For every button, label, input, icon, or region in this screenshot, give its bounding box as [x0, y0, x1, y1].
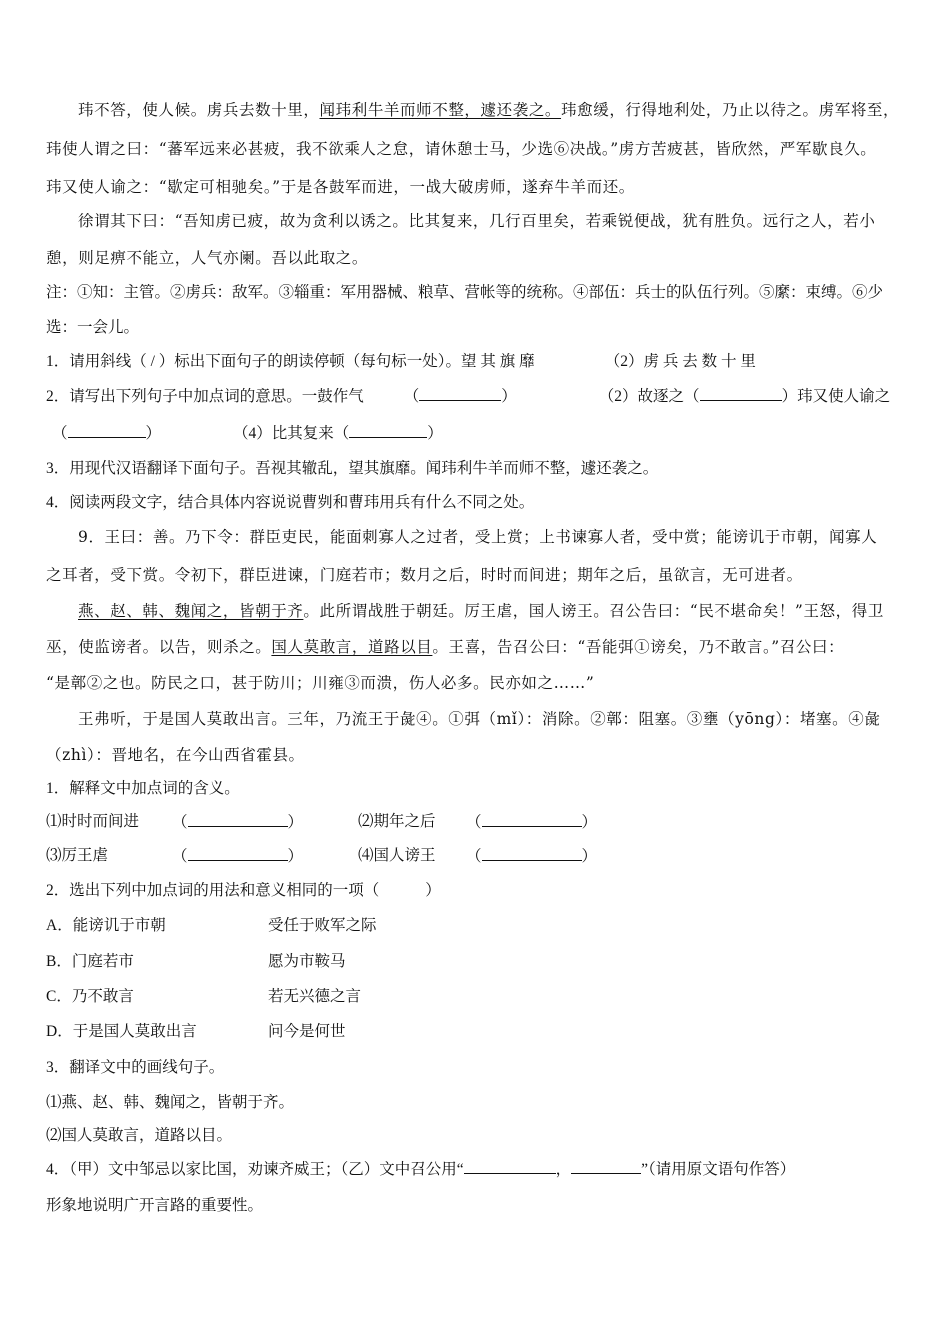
q2-1-item1: ⑴时时而间进 — [46, 813, 140, 830]
passage1-p2-line2: 憩，则足痹不能立，人气亦阑。吾以此取之。 — [46, 249, 369, 267]
paren-close: ） — [581, 814, 598, 831]
passage1-line2: 玮使人谓之曰：“蕃军远来必甚疲，我不欲乘人之怠，请休憩士马，少选⑥决战。”虏方苦疲甚，皆欣然，严军歇良久。 — [46, 140, 877, 158]
q2-line1 — [46, 386, 890, 407]
q2-text: 2．请写出下列句子中加点词的意思。一鼓作气 — [46, 388, 364, 405]
underlined-sentence-2: 国人莫敢言，道路以目 — [271, 638, 433, 656]
paren-close: ） — [287, 848, 304, 865]
answer-blank[interactable] — [68, 423, 146, 438]
option-b-left[interactable]: B．门庭若市 — [46, 953, 134, 970]
q2-1-answer2 — [466, 812, 597, 833]
q2-1-item4: ⑷国人谤王 — [358, 847, 436, 864]
q1-text: 1．请用斜线（ / ）标出下面句子的朗读停顿（每句标一处）。望 其 旗 靡 — [46, 353, 535, 370]
answer-blank[interactable] — [188, 846, 288, 861]
q2-1-answer1 — [172, 812, 303, 833]
passage2-p2-line1 — [78, 601, 884, 621]
paren-close: ） — [427, 425, 443, 442]
answer-blank[interactable] — [482, 812, 582, 827]
q2-part3: ）玮又使人谕之 — [781, 388, 891, 405]
answer-blank[interactable] — [464, 1159, 556, 1174]
q2-part2: （2）故逐之（ — [598, 388, 700, 405]
answer-blank[interactable] — [700, 386, 782, 401]
q2-3-line: 3．翻译文中的画线句子。 — [46, 1059, 225, 1076]
paren-open: （ — [172, 814, 188, 831]
passage1-text: 玮愈缓，行得地利处，乃止以待之。虏军将至， — [561, 101, 900, 119]
option-d-left[interactable]: D．于是国人莫敢出言 — [46, 1023, 197, 1040]
answer-blank[interactable] — [349, 423, 427, 438]
paren-open: （ — [52, 425, 68, 442]
paren-close: ） — [145, 425, 162, 442]
option-c-right: 若无兴德之言 — [268, 988, 362, 1005]
q2-1-item3: ⑶厉王虐 — [46, 847, 109, 864]
q2-1-answer4 — [466, 846, 597, 867]
paren-open: （ — [466, 848, 482, 865]
option-b-right: 愿为市鞍马 — [268, 953, 346, 970]
passage2-p2-line2 — [46, 637, 844, 657]
answer-blank[interactable] — [419, 386, 501, 401]
paren-close: ） — [287, 814, 304, 831]
q1-line — [46, 352, 756, 372]
q2-1-line: 1．解释文中加点词的含义。 — [46, 780, 240, 797]
q3-line: 3．用现代汉语翻译下面句子。吾视其辙乱，望其旗靡。闻玮利牛羊而师不整，遽还袭之。 — [46, 460, 659, 477]
passage2-text: 巫，使监谤者。以告，则杀之。 — [46, 638, 272, 656]
passage2-text: 。王喜，告召公曰：“吾能弭①谤矣，乃不敢言。”召公曰： — [432, 638, 845, 656]
answer-blank[interactable] — [571, 1159, 641, 1174]
option-a-right: 受任于败军之际 — [268, 917, 377, 934]
notes-line2: 选：一会儿。 — [46, 319, 140, 336]
answer-blank[interactable] — [482, 846, 582, 861]
passage2-p3-line2: （zhì）：晋地名，在今山西省霍县。 — [46, 746, 305, 764]
paren-close: ） — [501, 388, 517, 405]
passage1-text: 玮不答，使人候。虏兵去数十里， — [78, 101, 320, 119]
q2-3-item1: ⑴燕、赵、韩、魏闻之，皆朝于齐。 — [46, 1094, 295, 1111]
notes-line1: 注：①知：主管。②虏兵：敌军。③辎重：军用器械、粮草、营帐等的统称。④部伍：兵士的队伍行列。⑤縻：束缚。⑥少 — [46, 284, 884, 301]
q2-2-line — [46, 881, 441, 901]
option-a-left[interactable]: A．能谤讥于市朝 — [46, 917, 166, 934]
paren-close: ） — [425, 882, 441, 899]
passage1-line3: 玮又使人谕之：“歇定可相驰矣。”于是各鼓军而进，一战大破虏师，遂弃牛羊而还。 — [46, 178, 635, 196]
passage2-text: 。此所谓战胜于朝廷。厉王虐，国人谤王。召公告曰：“民不堪命矣！”王怒，得卫 — [303, 602, 884, 620]
passage2-p3-line1: 王弗听，于是国人莫敢出言。三年，乃流王于彘④。①弭（mǐ）：消除。②鄣：阻塞。③壅（yōng）：堵塞。④彘 — [78, 710, 881, 728]
paren-close: ） — [581, 848, 598, 865]
option-d-right: 问今是何世 — [268, 1023, 346, 1040]
underlined-sentence: 闻玮利牛羊而师不整，遽还袭之。 — [319, 101, 562, 119]
q2-part4: （4）比其复来（ — [233, 425, 350, 442]
passage1-p2-line1: 徐谓其下曰：“吾知虏已疲，故为贪利以诱之。比其复来，几行百里矣，若乘锐便战，犹有胜负。远行之人，若小 — [78, 212, 876, 230]
comma: ， — [555, 1161, 572, 1178]
q2-4-line2: 形象地说明广开言路的重要性。 — [46, 1197, 264, 1214]
option-c-left[interactable]: C．乃不敢言 — [46, 988, 134, 1005]
q2-1-answer3 — [172, 846, 303, 867]
q1-part2: （2）虏 兵 去 数 十 里 — [604, 353, 756, 370]
q2-4-text-end: ”（请用原文语句作答） — [641, 1161, 796, 1178]
paren-open: （ — [403, 388, 420, 405]
q2-4-line1 — [46, 1159, 795, 1180]
passage2-p2-line3: “是鄣②之也。防民之口，甚于防川；川雍③而溃，伤人必多。民亦如之……” — [46, 674, 595, 692]
paren-open: （ — [172, 848, 188, 865]
underlined-sentence-1: 燕、赵、韩、魏闻之，皆朝于齐 — [78, 602, 304, 620]
passage2-line1: 9．王曰：善。乃下令：群臣吏民，能面刺寡人之过者，受上赏；上书谏寡人者，受中赏；能谤讥于市朝，闻寡人 — [78, 528, 878, 546]
passage1-line1 — [78, 100, 899, 120]
q2-line2 — [52, 423, 443, 444]
q2-1-item2: ⑵期年之后 — [358, 813, 436, 830]
passage2-line2: 之耳者，受下赏。令初下，群臣进谏，门庭若市；数月之后，时时而间进；期年之后，虽欲言，无可进者。 — [46, 566, 803, 584]
q2-2-text: 2．选出下列中加点词的用法和意义相同的一项（ — [46, 882, 380, 899]
q2-3-item2: ⑵国人莫敢言，道路以目。 — [46, 1127, 233, 1144]
q2-4-text: 4．（甲）文中邹忌以家比国，劝谏齐威王；（乙）文中召公用“ — [46, 1161, 464, 1178]
q4-line: 4．阅读两段文字，结合具体内容说说曹刿和曹玮用兵有什么不同之处。 — [46, 494, 535, 511]
paren-open: （ — [466, 814, 482, 831]
answer-blank[interactable] — [188, 812, 288, 827]
